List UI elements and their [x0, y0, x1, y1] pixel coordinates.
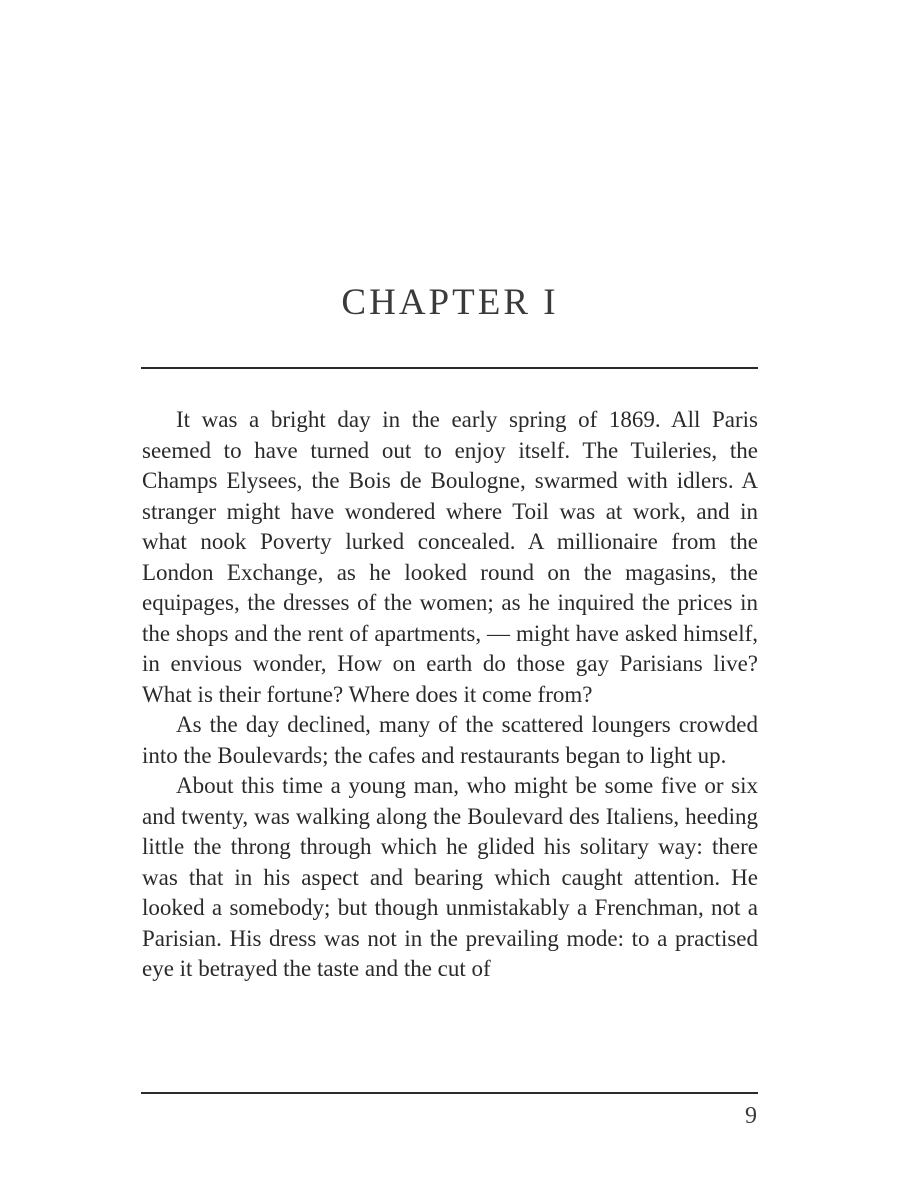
paragraph: As the day declined, many of the scattered loungers crowded into the Boulevards; the cafes and restaurants began to light up. — [142, 712, 758, 768]
paragraph: About this time a young man, who might be some five or six and twenty, was walking along the Boulevard des Italiens, heeding little the throng through which he glided his solitary way: there was that in his aspect and bearing which caught attention. He looked a somebody; but though unmistakably a Frenchman, not a Parisian. His dress was not in the prevailing mode: to a practised eye it betrayed the taste and the cut of — [142, 773, 758, 981]
paragraph: It was a bright day in the early spring of 1869. All Paris seemed to have turned out to enjoy itself. The Tuileries, the Champs Elysees, the Bois de Boulogne, swarmed with idlers. A stranger might have wondered where Toil was at work, and in what nook Poverty lurked concealed. A millionaire from the London Exchange, as he looked round on the magasins, the equipages, the dresses of the women; as he inquired the prices in the shops and the rent of apartments, — might have asked himself, in envious wonder, How on earth do those gay Parisians live? What is their fortune? Where does it come from? — [142, 407, 758, 707]
bottom-divider — [141, 1092, 758, 1094]
top-divider — [141, 367, 758, 369]
chapter-body — [142, 405, 758, 985]
page-number: 9 — [745, 1103, 757, 1129]
chapter-title: CHAPTER I — [341, 282, 559, 323]
